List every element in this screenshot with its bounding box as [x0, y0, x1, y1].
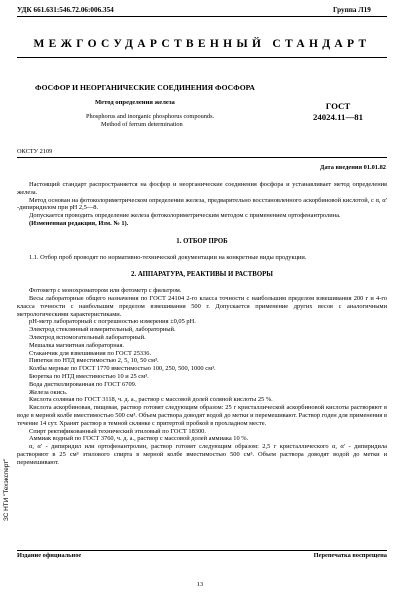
okstu-code: ОКСТУ 2109 [17, 148, 53, 155]
introduction-date: Дата введения 01.01.82 [320, 164, 386, 171]
equipment-item: Вода дистиллированная по ГОСТ 6709. [29, 380, 137, 388]
top-rule [17, 16, 387, 17]
standard-banner: МЕЖГОСУДАРСТВЕННЫЙ СТАНДАРТ [33, 38, 371, 50]
gost-number [303, 101, 373, 123]
equipment-item: Стаканчик для взвешивания по ГОСТ 25336. [29, 349, 152, 357]
intro-paragraph: Настоящий стандарт распространяется на фосфор и неорганические соединения фосфора и устанавливает метод определения железа. [17, 181, 387, 196]
amendment-note: (Измененная редакция, Изм. № 1). [29, 219, 129, 227]
equipment-item: Кислота аскорбиновая, пищевая, раствор готовят следующим образом: 25 г кристаллической аскорбиновой кислоты растворяют в воде в мерной колбе вместимостью 500 см³. Объем раствора доводят водой до метки и перемешивают. Раствор годен для применения в течение 14 сут. Хранят раствор в темной склянке с притертой пробкой в прохладном месте. [17, 404, 387, 427]
document-body [17, 181, 387, 467]
equipment-item: α, α′ - дипиридил или ортофенантролин, раствор готовят следующим образом: 2,5 г кристаллического α, α′ - дипиридила растворяют в 25 см³ этилового спирта в мерной колбе вместимостью 500 см³. Объем раствора доводят водой до метки и перемешивают. [17, 443, 387, 466]
page-number: 13 [196, 581, 204, 588]
gost-code: 24024.11—81 [312, 112, 364, 122]
equipment-item: pH-метр лабораторный с погрешностью измерения ±0,05 pH. [29, 318, 196, 326]
side-watermark [3, 388, 15, 523]
equipment-item: Аммиак водный по ГОСТ 3760, ч. д. а., раствор с массовой долей аммиака 10 %. [29, 435, 249, 443]
equipment-item: Колбы мерные по ГОСТ 1770 вместимостью 100, 250, 500, 1000 см³. [29, 365, 216, 373]
side-watermark-text: ЗС НТИ "Техэксперт" [3, 458, 10, 521]
footer-rule [17, 550, 387, 551]
section-paragraph: 1.1. Отбор проб проводят по нормативно-технической документации на конкретные виды продукции. [29, 253, 307, 261]
equipment-item: Кислота соляная по ГОСТ 3118, ч. д. а., раствор с массовой долей соляной кислоты 25 %. [29, 396, 273, 404]
reprint-prohibited-label: Перепечатка воспрещена [313, 552, 387, 559]
banner-rule [17, 57, 387, 58]
official-edition-label: Издание официальное [17, 552, 82, 559]
equipment-item: Фотометр с монохроматором или фотометр с фильтром. [29, 287, 182, 295]
english-title [86, 113, 236, 129]
gost-label: ГОСТ [325, 101, 351, 111]
equipment-item: Пипетки по НТД вместимостью 2, 5, 10, 50 см³. [29, 357, 159, 365]
header-rule [17, 157, 387, 158]
equipment-item: Электрод вспомогательный лабораторный. [29, 333, 146, 341]
group-code: Группа Л19 [333, 6, 371, 14]
equipment-item: Весы лабораторные общего назначения по ГОСТ 24104 2-го класса точности с наибольшим пределом взвешивания 200 г и 4-го класса точности с наибольшим пределом взвешивания 500 г. Допускается применение других весов с аналогичными метрологическими характеристиками. [17, 294, 387, 318]
equipment-item: Мешалка магнитная лабораторная. [29, 341, 124, 349]
equipment-item: Электрод стеклянный измерительный, лабораторный. [29, 326, 176, 334]
udk-code: УДК 661.631:546.72.06:006.354 [17, 6, 114, 14]
intro-paragraph: Метод основан на фотоколориметрическом определении железа, предварительно восстановленного аскорбиновой кислотой, с α, α′ -дипиридилом при pH 2,5—8. [17, 196, 387, 212]
equipment-item: Бюретка по НТД вместимостью 10 и 25 см³. [29, 372, 149, 380]
equipment-item: Железа окись. [29, 388, 68, 396]
intro-paragraph: Допускается проводить определение железа фотоколориметрическим методом с применением ортофенантролина. [29, 212, 341, 220]
method-subtitle: Метод определения железа [95, 99, 175, 106]
equipment-item: Спирт ректификованный технический этиловый по ГОСТ 18300. [29, 427, 206, 435]
document-title: ФОСФОР И НЕОРГАНИЧЕСКИЕ СОЕДИНЕНИЯ ФОСФОРА [35, 83, 255, 92]
english-title-line2: Method of ferrum determination [101, 121, 183, 128]
section-heading: 1. ОТБОР ПРОБ [176, 237, 228, 245]
section-heading: 2. АППАРАТУРА, РЕАКТИВЫ И РАСТВОРЫ [131, 271, 273, 279]
english-title-line1: Phosphorus and inorganic phosphorus compounds. [86, 113, 215, 120]
